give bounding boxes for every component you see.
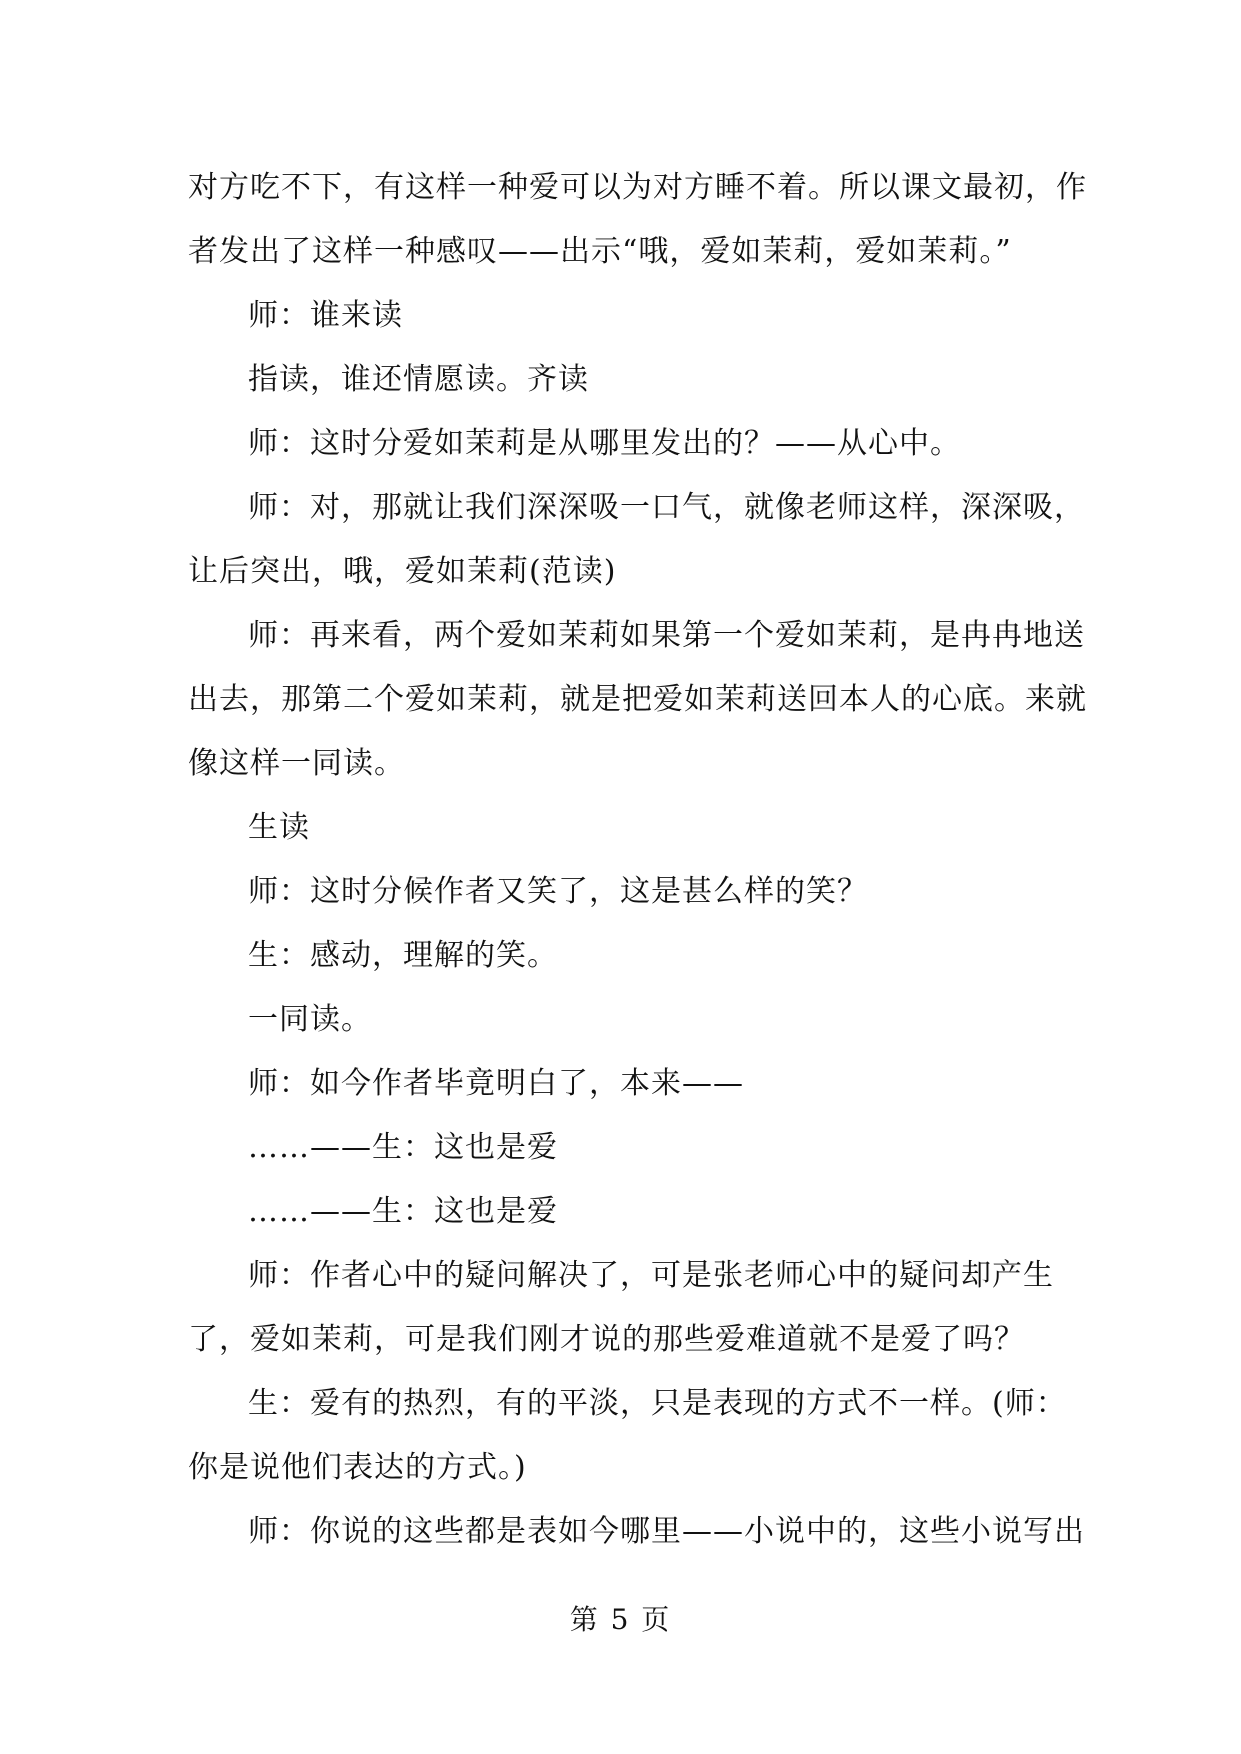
paragraph: 师：这时分候作者又笑了，这是甚么样的笑？: [248, 874, 868, 909]
paragraph: 师：你说的这些都是表如今哪里——小说中的，这些小说写出: [248, 1514, 1085, 1549]
paragraph: 师：如今作者毕竟明白了，本来——: [248, 1066, 744, 1101]
document-body: [188, 156, 1088, 1564]
paragraph: 指读，谁还情愿读。齐读: [248, 362, 589, 397]
paragraph: 生读: [248, 810, 310, 845]
paragraph: 师：再来看，两个爱如茉莉如果第一个爱如茉莉，是冉冉地送出去，那第二个爱如茉莉，就是把爱如茉莉送回本人的心底。来就像这样一同读。: [188, 618, 1087, 781]
paragraph: 一同读。: [248, 1002, 372, 1037]
paragraph: ……——生：这也是爱: [248, 1130, 558, 1165]
paragraph: 师：这时分爱如茉莉是从哪里发出的？——从心中。: [248, 426, 961, 461]
paragraph: ……——生：这也是爱: [248, 1194, 558, 1229]
page-number-footer: 第 5 页: [569, 1603, 672, 1636]
paragraph: 对方吃不下，有这样一种爱可以为对方睡不着。所以课文最初，作者发出了这样一种感叹——出示“哦，爱如茉莉，爱如茉莉。”: [188, 170, 1087, 269]
paragraph: 师：谁来读: [248, 298, 403, 333]
paragraph: 生：感动，理解的笑。: [248, 938, 558, 973]
paragraph: 生：爱有的热烈，有的平淡，只是表现的方式不一样。(师：你是说他们表达的方式。): [188, 1386, 1067, 1485]
paragraph: 师：作者心中的疑问解决了，可是张老师心中的疑问却产生了，爱如茉莉，可是我们刚才说的那些爱难道就不是爱了吗？: [188, 1258, 1054, 1357]
paragraph: 师：对，那就让我们深深吸一口气，就像老师这样，深深吸，让后突出，哦，爱如茉莉(范读): [188, 490, 1085, 589]
